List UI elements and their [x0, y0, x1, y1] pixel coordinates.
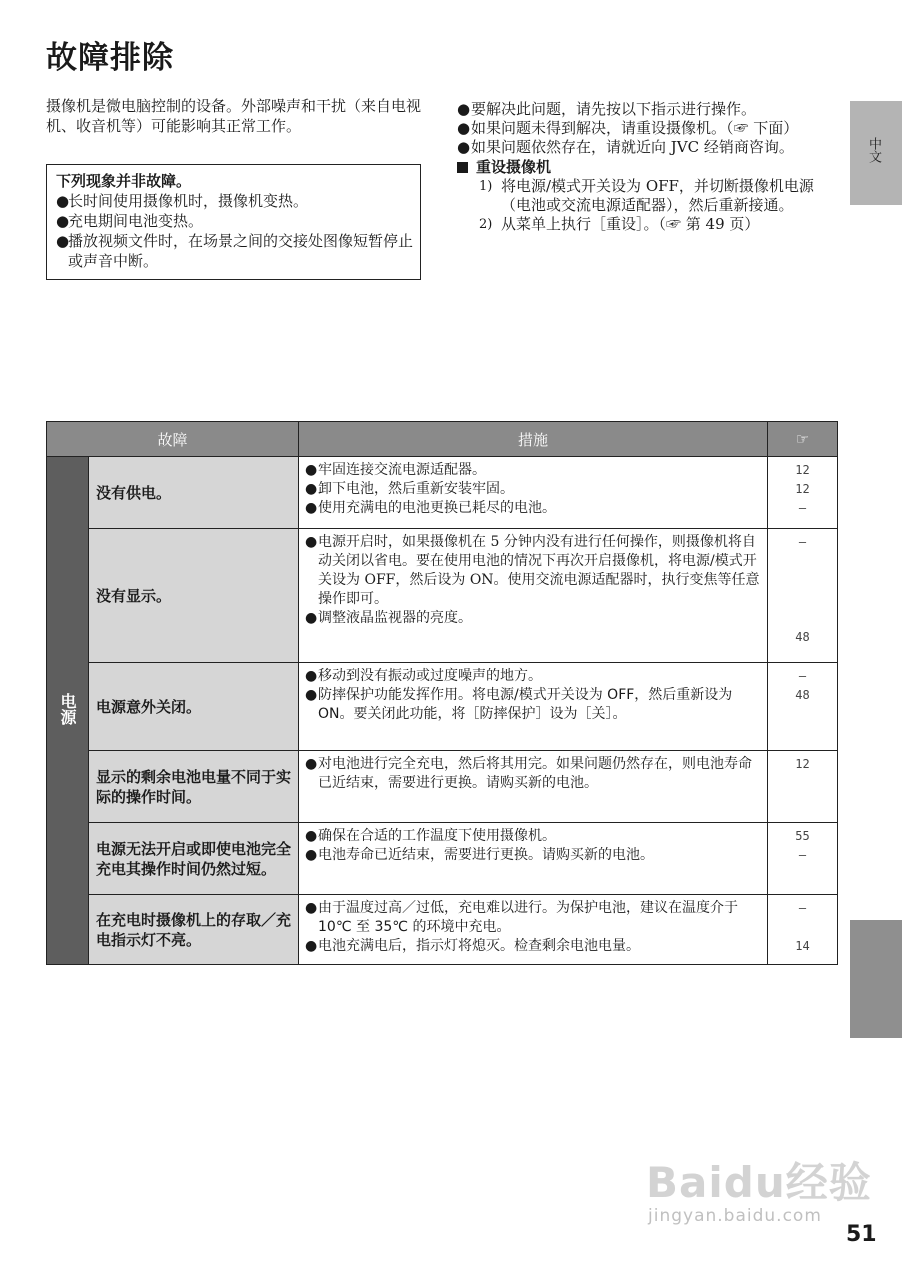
intro-text-c: （来自电视机、收音机等）可能影响其正常工作。 — [46, 97, 422, 135]
bullet-icon: ● — [305, 534, 318, 550]
watermark-logo: Baidu经验 — [646, 1158, 872, 1207]
not-fault-item: ● 长时间使用摄像机时，摄像机变热。 — [56, 192, 309, 210]
table-row — [47, 457, 838, 529]
square-bullet-icon — [457, 162, 468, 173]
measure-item: ● 牢固连接交流电源适配器。 — [305, 462, 487, 478]
bullet-icon: ● — [305, 938, 318, 954]
intro-text-a: 摄像机是微电脑控制的设备。 — [46, 97, 242, 115]
bullet-icon: ● — [305, 828, 318, 844]
table-row — [47, 823, 838, 895]
ref-cell: 55 – — [768, 823, 838, 895]
table-row — [47, 529, 838, 663]
measure-item: ● 调整液晶监视器的亮度。 — [305, 610, 473, 626]
bullet-icon: ● — [305, 668, 318, 684]
header-ref: ☞ — [768, 422, 838, 457]
measure-item: ● 电源开启时，如果摄像机在 5 分钟内没有进行任何操作，则摄像机将自动关闭以省电。要在使用电池的情况下再次开启摄像机，将电源/模式开关设为 OFF，然后设为 ON。使用交流电源适配器时，执行变焦等任意操作即可。 — [305, 534, 760, 607]
bullet-icon: ● — [305, 756, 318, 772]
baidu-watermark — [646, 1150, 872, 1226]
section-tab — [850, 920, 902, 1038]
bullet-icon: ● — [305, 610, 318, 626]
instruction-item: ● 要解决此问题，请先按以下指示进行操作。 — [457, 100, 757, 118]
bullet-icon: ● — [305, 462, 318, 478]
fault-cell: 在充电时摄像机上的存取／充电指示灯不亮。 — [89, 895, 299, 965]
fault-cell: 没有供电。 — [89, 457, 299, 529]
page-title: 故障排除 — [46, 40, 174, 76]
bullet-icon: ● — [305, 847, 318, 863]
measure-cell — [299, 751, 768, 823]
header-measure: 措施 — [299, 422, 768, 457]
bullet-icon: ● — [305, 481, 318, 497]
measure-item: ● 电池充满电后，指示灯将熄灭。检查剩余电池电量。 — [305, 938, 641, 954]
fault-cell: 没有显示。 — [89, 529, 299, 663]
header-fault: 故障 — [47, 422, 299, 457]
intro-text-b: 外部噪声和干扰 — [241, 97, 347, 115]
fault-cell: 电源意外关闭。 — [89, 663, 299, 751]
watermark-url: jingyan.baidu.com — [648, 1206, 822, 1226]
reset-heading: 重设摄像机 — [457, 158, 839, 177]
table-row — [47, 751, 838, 823]
reset-step: 1) 将电源/模式开关设为 OFF，并切断摄像机电源（电池或交流电源适配器），然后重新接通。 — [479, 177, 814, 214]
not-fault-box — [46, 164, 421, 280]
table-header-row — [47, 422, 838, 457]
fault-cell: 显示的剩余电池电量不同于实际的操作时间。 — [89, 751, 299, 823]
measure-item: ● 由于温度过高／过低，充电难以进行。为保护电池，建议在温度介于 10℃ 至 35℃ 的环境中充电。 — [305, 900, 739, 935]
bullet-icon: ● — [305, 687, 318, 703]
bullet-icon: ● — [457, 100, 471, 118]
instruction-item: ● 如果问题未得到解决，请重设摄像机。（☞ 下面） — [457, 119, 799, 137]
measure-item: ● 使用充满电的电池更换已耗尽的电池。 — [305, 500, 557, 516]
not-fault-item: ● 播放视频文件时，在场景之间的交接处图像短暂停止或声音中断。 — [56, 232, 414, 270]
measure-cell — [299, 663, 768, 751]
measure-item: ● 对电池进行完全充电，然后将其用完。如果问题仍然存在，则电池寿命已近结束，需要进行更换。请购买新的电池。 — [305, 756, 753, 791]
fault-cell: 电源无法开启或即使电池完全充电其操作时间仍然过短。 — [89, 823, 299, 895]
page-number: 51 — [846, 1222, 877, 1247]
measure-cell — [299, 529, 768, 663]
ref-cell: – 14 — [768, 895, 838, 965]
instructions-column — [457, 100, 839, 234]
ref-cell: – 48 — [768, 529, 838, 663]
bullet-icon: ● — [56, 212, 70, 230]
measure-item: ● 确保在合适的工作温度下使用摄像机。 — [305, 828, 557, 844]
ref-cell: – 48 — [768, 663, 838, 751]
ref-cell: 12 — [768, 751, 838, 823]
instruction-item: ● 如果问题依然存在，请就近向 JVC 经销商咨询。 — [457, 138, 794, 156]
bullet-icon: ● — [457, 138, 471, 156]
bullet-icon: ● — [56, 192, 70, 210]
intro-paragraph — [46, 96, 428, 136]
ref-cell: 12 12 – — [768, 457, 838, 529]
bullet-icon: ● — [305, 900, 318, 916]
measure-item: ● 移动到没有振动或过度噪声的地方。 — [305, 668, 543, 684]
not-fault-item: ● 充电期间电池变热。 — [56, 212, 204, 230]
measure-cell — [299, 823, 768, 895]
table-row — [47, 895, 838, 965]
measure-cell — [299, 457, 768, 529]
measure-cell — [299, 895, 768, 965]
measure-item: ● 防摔保护功能发挥作用。将电源/模式开关设为 OFF，然后重新设为 ON。要关闭此功能，将［防摔保护］设为［关］。 — [305, 687, 733, 722]
language-tab-label: 中文 — [866, 137, 881, 163]
reset-step: 2) 从菜单上执行［重设］。（☞ 第 49 页） — [479, 215, 760, 233]
not-fault-heading: 下列现象并非故障。 — [56, 172, 192, 190]
bullet-icon: ● — [56, 232, 70, 250]
language-tab — [850, 101, 902, 205]
bullet-icon: ● — [457, 119, 471, 137]
measure-item: ● 电池寿命已近结束，需要进行更换。请购买新的电池。 — [305, 847, 655, 863]
measure-item: ● 卸下电池，然后重新安装牢固。 — [305, 481, 515, 497]
table-row — [47, 663, 838, 751]
category-cell: 电源 — [47, 457, 89, 965]
bullet-icon: ● — [305, 500, 318, 516]
troubleshooting-table — [46, 421, 838, 965]
